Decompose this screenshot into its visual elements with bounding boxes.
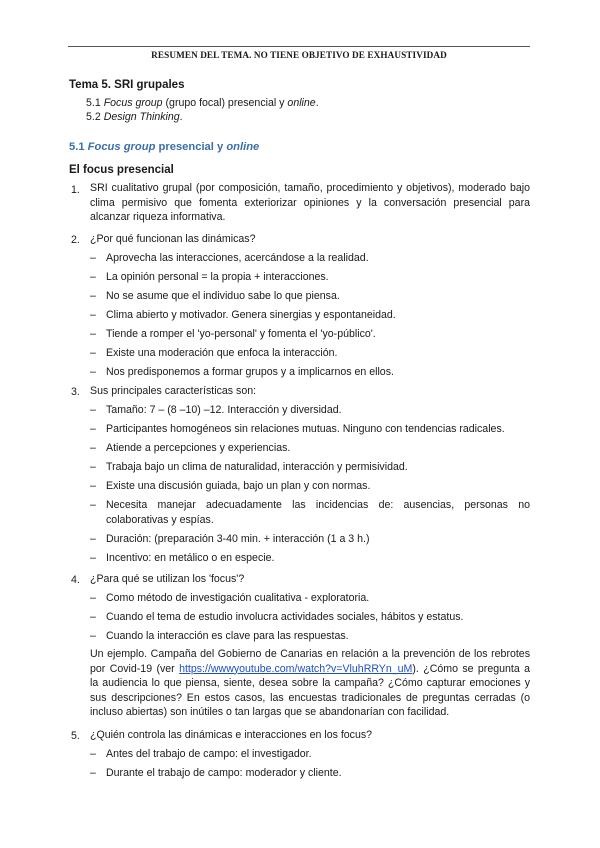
bullet-item: No se asume que el individuo sabe lo que piensa. — [106, 290, 340, 302]
item-number: 3. — [71, 386, 80, 398]
bullet-item: Nos predisponemos a formar grupos y a implicarnos en ellos. — [106, 366, 394, 378]
bullet-dash: – — [90, 404, 96, 416]
bullet-item: La opinión personal = la propia + interacciones. — [106, 271, 329, 283]
toc-entry-5-1[interactable] — [86, 97, 319, 109]
item-number: 1. — [71, 184, 80, 196]
header-rule — [68, 46, 530, 47]
item-text: SRI cualitativo grupal (por composición, tamaño, procedimiento y objetivos), moderado bajo clima permisivo que fomenta exteriorizar opiniones y la conversación presencial para alcanzar riqueza informativa. — [90, 182, 530, 224]
subheading: El focus presencial — [69, 164, 174, 176]
bullet-dash: – — [90, 252, 96, 264]
example-paragraph — [90, 647, 530, 720]
item-number: 5. — [71, 730, 80, 742]
bullet-dash: – — [90, 611, 96, 623]
toc-italic: Focus group — [103, 97, 163, 109]
bullet-item: Como método de investigación cualitativa - exploratoria. — [106, 592, 370, 604]
bullet-dash: – — [90, 592, 96, 604]
bullet-item: Cuando la interacción es clave para las respuestas. — [106, 630, 349, 642]
bullet-dash: – — [90, 442, 96, 454]
item-number: 2. — [71, 234, 80, 246]
bullet-dash: – — [90, 533, 96, 545]
bullet-dash: – — [90, 328, 96, 340]
bullet-dash: – — [90, 271, 96, 283]
bullet-dash: – — [90, 461, 96, 473]
item-number: 4. — [71, 574, 80, 586]
bullet-dash: – — [90, 480, 96, 492]
bullet-item: Durante el trabajo de campo: moderador y cliente. — [106, 767, 342, 779]
section-italic: Focus group — [87, 141, 156, 153]
toc-number: 5.1 — [86, 97, 101, 109]
bullet-item: Tiende a romper el 'yo-personal' y fomenta el 'yo-público'. — [106, 328, 376, 340]
toc-end: . — [315, 97, 319, 109]
bullet-dash: – — [90, 767, 96, 779]
bullet-item: Participantes homogéneos sin relaciones mutuas. Ninguno con tendencias radicales. — [106, 423, 505, 435]
bullet-dash: – — [90, 499, 96, 511]
youtube-link[interactable]: https://wwwyoutube.com/watch?v=VluhRRYn_uM — [179, 662, 413, 675]
section-number: 5.1 — [69, 141, 85, 153]
example-text-continued: ). ¿Cómo se pregunta a la audiencia lo que piensa, siente, desea sobre la campaña? ¿Cómo capturar emociones y sus descripciones? En estos casos, las encuestas tradicionales de preguntas cerradas (o incluso abiertas) son inútiles o tan largas que se abandonarían con facilidad. — [90, 662, 530, 719]
bullet-item: Cuando el tema de estudio involucra actividades sociales, hábitos y estatus. — [106, 611, 464, 623]
bullet-item: Trabaja bajo un clima de naturalidad, interacción y permisividad. — [106, 461, 408, 473]
bullet-dash: – — [90, 423, 96, 435]
bullet-dash: – — [90, 309, 96, 321]
bullet-item: Tamaño: 7 – (8 –10) –12. Interacción y diversidad. — [106, 404, 342, 416]
bullet-item: Necesita manejar adecuadamente las incidencias de: ausencias, personas no colaborativas y espías. — [106, 499, 530, 526]
example-text: Un ejemplo. Campaña del Gobierno de Canarias en relación a la prevención de los rebrotes por Covid-19 (ver — [90, 648, 530, 675]
item-text: ¿Quién controla las dinámicas e interacciones en los focus? — [90, 729, 373, 741]
item-text: ¿Por qué funcionan las dinámicas? — [90, 233, 256, 245]
bullet-dash: – — [90, 290, 96, 302]
bullet-dash: – — [90, 552, 96, 564]
bullet-item: Existe una discusión guiada, bajo un plan y con normas. — [106, 480, 371, 492]
toc-rest: (grupo focal) presencial y — [162, 97, 288, 109]
toc-number: 5.2 — [86, 111, 101, 123]
section-middle: presencial y — [155, 141, 227, 153]
bullet-item: Incentivo: en metálico o en especie. — [106, 552, 275, 564]
item-text: ¿Para qué se utilizan los 'focus'? — [90, 573, 245, 585]
bullet-item: Clima abierto y motivador. Genera sinergias y espontaneidad. — [106, 309, 396, 321]
bullet-dash: – — [90, 366, 96, 378]
bullet-item: Duración: (preparación 3-40 min. + interacción (1 a 3 h.) — [106, 533, 370, 545]
bullet-item: Existe una moderación que enfoca la interacción. — [106, 347, 338, 359]
bullet-dash: – — [90, 630, 96, 642]
bullet-item: Atiende a percepciones y experiencias. — [106, 442, 291, 454]
running-header: RESUMEN DEL TEMA. NO TIENE OBJETIVO DE EXHAUSTIVIDAD — [151, 50, 447, 60]
bullet-item: Antes del trabajo de campo: el investigador. — [106, 748, 312, 760]
toc-end: . — [179, 111, 183, 123]
toc-italic-2: online — [287, 97, 316, 109]
toc-entry-5-2[interactable] — [86, 111, 183, 123]
toc-italic: Design Thinking — [103, 111, 180, 123]
bullet-dash: – — [90, 347, 96, 359]
item-text: Sus principales características son: — [90, 385, 257, 397]
bullet-dash: – — [90, 748, 96, 760]
bullet-item: Aprovecha las interacciones, acercándose a la realidad. — [106, 252, 369, 264]
section-heading — [69, 141, 259, 153]
topic-title: Tema 5. SRI grupales — [69, 79, 185, 91]
section-italic-2: online — [226, 141, 260, 153]
